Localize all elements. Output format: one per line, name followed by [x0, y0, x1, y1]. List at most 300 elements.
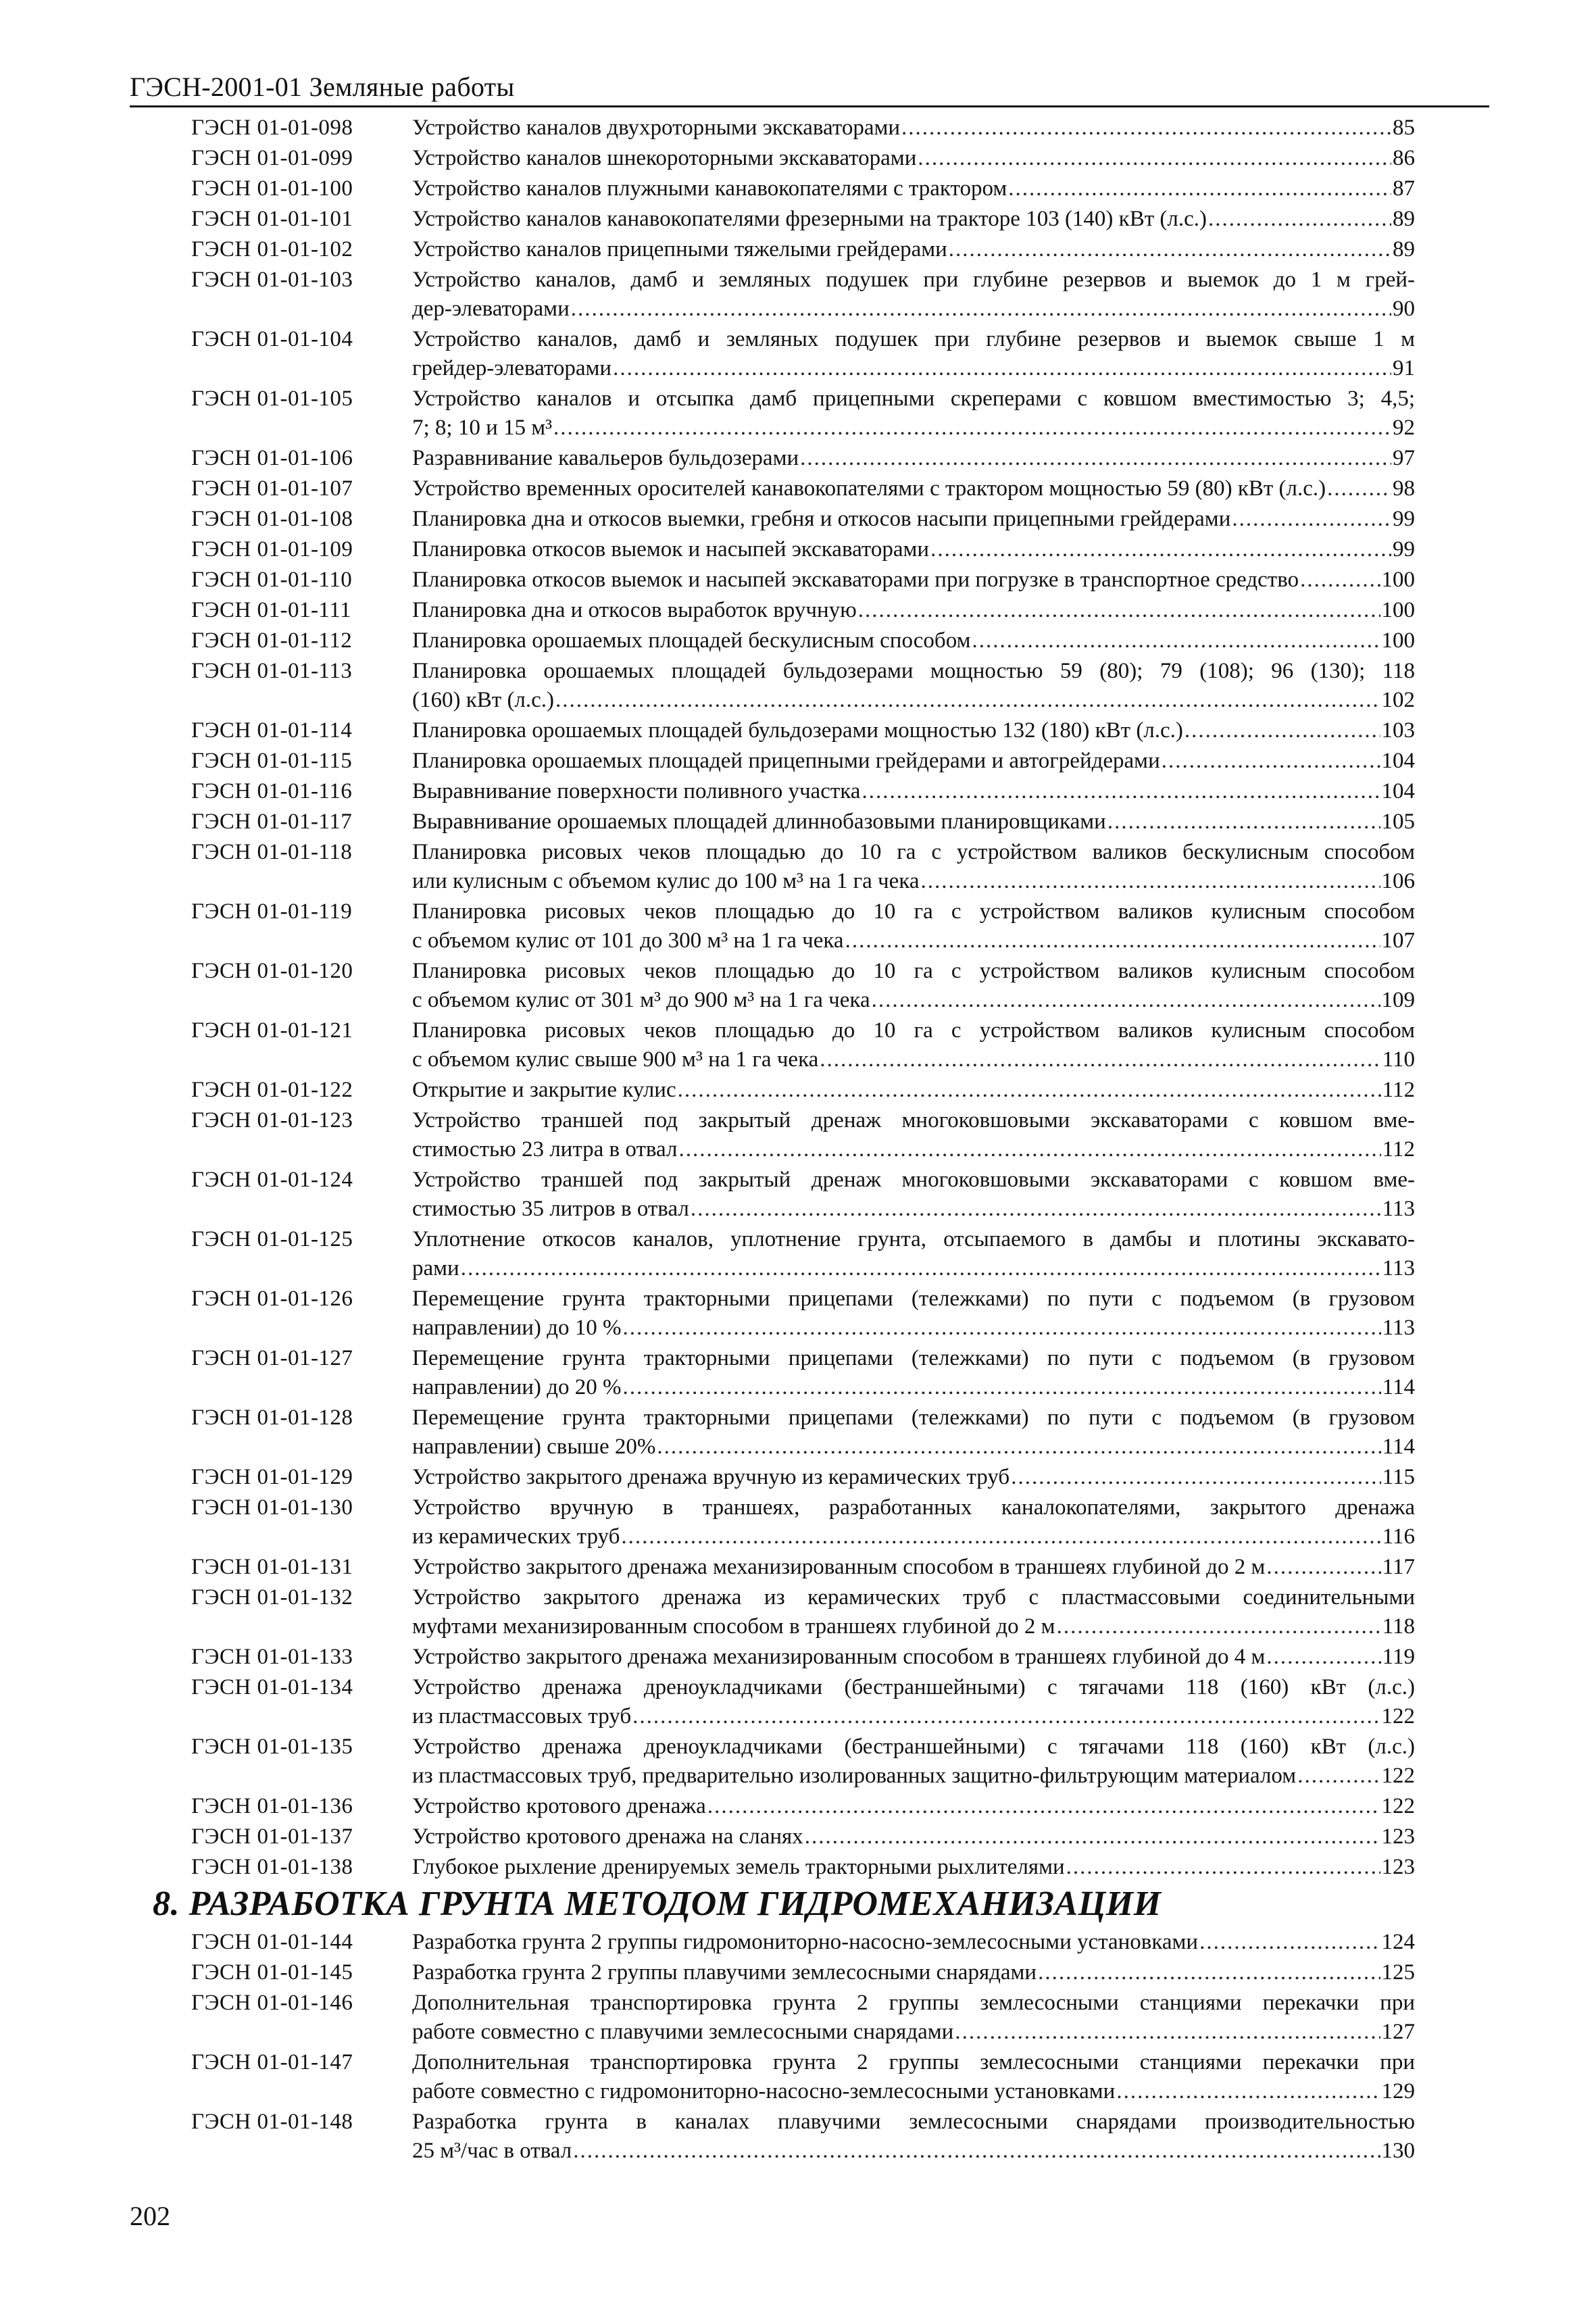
dot-leader: [678, 1076, 1381, 1105]
entry-body: [412, 1583, 1415, 1641]
entry-last-line: [412, 1314, 1415, 1343]
entry-body: [412, 1792, 1415, 1821]
toc-entry[interactable]: [0, 325, 1596, 383]
entry-last-line: [412, 1643, 1415, 1672]
entry-page-number: 114: [1382, 1435, 1415, 1459]
entry-body: [412, 144, 1415, 173]
entry-title-line: Планировка рисовых чеков площадью до 10 га с устройством валиков бескулисным способом: [412, 840, 1415, 864]
entry-body: [412, 626, 1415, 655]
entry-body: [412, 535, 1415, 564]
entry-page-number: 106: [1381, 869, 1415, 893]
entry-body: [412, 1822, 1415, 1851]
entry-title-tail: направлении) свыше 20%: [412, 1435, 656, 1459]
entry-body: [412, 716, 1415, 745]
entry-title-line: Планировка рисовых чеков площадью до 10 га с устройством валиков кулисным способом: [412, 899, 1415, 924]
toc-entry[interactable]: [0, 235, 1596, 264]
toc-entry[interactable]: [0, 384, 1596, 443]
entry-page-number: 110: [1382, 1047, 1415, 1072]
entry-page-number: 118: [1382, 1614, 1415, 1639]
dot-leader: [955, 2018, 1380, 2047]
entry-page-number: 99: [1393, 537, 1415, 562]
entry-code: ГЭСН 01-01-145: [191, 1960, 353, 1985]
dot-leader: [1208, 205, 1391, 234]
entry-title-tail: Планировка дна и откосов выемки, гребня и откосов насыпи прицепными грейдерами: [412, 507, 1231, 531]
entry-code: ГЭСН 01-01-111: [191, 598, 351, 622]
entry-body: [412, 2108, 1415, 2166]
toc-entry[interactable]: [0, 2108, 1596, 2166]
dot-leader: [920, 867, 1380, 896]
entry-title-tail: или кулисным с объемом кулис до 100 м³ на 1 га чека: [412, 869, 920, 893]
entry-last-line: [412, 2077, 1415, 2106]
entry-code: ГЭСН 01-01-121: [191, 1018, 353, 1043]
entry-title-line: Устройство закрытого дренажа из керамических труб с пластмассовыми соединительными: [412, 1585, 1415, 1610]
entry-last-line: [412, 114, 1415, 143]
dot-leader: [901, 114, 1391, 143]
dot-leader: [1038, 1958, 1380, 1987]
toc-entry[interactable]: [0, 596, 1596, 625]
dot-leader: [1184, 716, 1380, 745]
dot-leader: [1162, 747, 1380, 776]
entry-last-line: [412, 1822, 1415, 1851]
entry-page-number: 89: [1393, 207, 1415, 231]
dot-leader: [845, 926, 1380, 955]
entry-page-number: 99: [1393, 507, 1415, 531]
entry-code: ГЭСН 01-01-122: [191, 1078, 353, 1102]
entry-title-tail: Выравнивание орошаемых площадей длиннобазовыми планировщиками: [412, 810, 1106, 834]
entry-last-line: [412, 354, 1415, 383]
entry-last-line: [412, 1522, 1415, 1551]
dot-leader: [820, 1045, 1380, 1074]
entry-title-tail: Устройство кротового дренажа на сланях: [412, 1824, 803, 1849]
entry-body: [412, 266, 1415, 324]
dot-leader: [461, 1254, 1381, 1283]
entry-code: ГЭСН 01-01-119: [191, 899, 353, 924]
entry-title-tail: Устройство закрытого дренажа механизированным способом в траншеях глубиной до 2 м: [412, 1555, 1266, 1579]
entry-body: [412, 1673, 1415, 1731]
entry-title-tail: 7; 8; 10 и 15 м³: [412, 416, 553, 440]
entry-body: [412, 897, 1415, 955]
entry-title-tail: Планировка дна и откосов выработок вручную: [412, 598, 857, 622]
dot-leader: [1116, 2077, 1380, 2106]
entry-title-tail: Планировка орошаемых площадей прицепными грейдерами и автогрейдерами: [412, 749, 1160, 773]
entry-title-line: Уплотнение откосов каналов, уплотнение грунта, отсыпаемого в дамбы и плотины экскавато-: [412, 1227, 1415, 1251]
entry-page-number: 98: [1393, 476, 1415, 501]
entry-body: [412, 205, 1415, 234]
entry-title-tail: Планировка орошаемых площадей бескулисным способом: [412, 628, 971, 653]
entry-body: [412, 1344, 1415, 1402]
dot-leader: [1107, 807, 1380, 837]
entry-last-line: [412, 867, 1415, 896]
entry-code: ГЭСН 01-01-124: [191, 1168, 353, 1192]
dot-leader: [632, 1702, 1380, 1731]
entry-title-tail: (160) кВт (л.с.): [412, 688, 555, 712]
dot-leader: [1297, 1762, 1380, 1791]
entry-code: ГЭСН 01-01-102: [191, 237, 353, 262]
entry-code: ГЭСН 01-01-138: [191, 1855, 353, 1879]
entry-page-number: 104: [1381, 749, 1415, 773]
dot-leader: [1199, 1928, 1380, 1957]
entry-body: [412, 807, 1415, 837]
toc-entry[interactable]: [0, 897, 1596, 955]
entry-title-tail: Устройство каналов плужными канавокопателями с трактором: [412, 176, 1007, 201]
entry-page-number: 113: [1382, 1316, 1415, 1340]
entry-code: ГЭСН 01-01-105: [191, 387, 353, 411]
entry-page-number: 103: [1381, 718, 1415, 743]
page-number: 202: [130, 2201, 170, 2231]
toc-entry[interactable]: [0, 747, 1596, 776]
entry-last-line: [412, 566, 1415, 595]
entry-page-number: 124: [1381, 1930, 1415, 1954]
entry-last-line: [412, 777, 1415, 806]
entry-code: ГЭСН 01-01-101: [191, 207, 353, 231]
toc-entry[interactable]: [0, 474, 1596, 503]
entry-page-number: 130: [1381, 2139, 1415, 2163]
entry-title-line: Устройство дренажа дреноукладчиками (бестраншейными) с тягачами 118 (160) кВт (л.с.): [412, 1675, 1415, 1699]
dot-leader: [1327, 474, 1391, 503]
entry-last-line: [412, 686, 1415, 715]
dot-leader: [1008, 174, 1391, 203]
toc-entry[interactable]: [0, 566, 1596, 595]
entry-body: [412, 1928, 1415, 1957]
toc-entry[interactable]: [0, 1493, 1596, 1551]
entry-code: ГЭСН 01-01-098: [191, 116, 353, 140]
toc-entry[interactable]: [0, 1643, 1596, 1672]
entry-title-tail: Планировка откосов выемок и насыпей экскаваторами: [412, 537, 930, 562]
entry-last-line: [412, 174, 1415, 203]
entry-code: ГЭСН 01-01-128: [191, 1405, 353, 1430]
entry-code: ГЭСН 01-01-117: [191, 810, 353, 834]
toc-entry[interactable]: [0, 657, 1596, 715]
entry-title-tail: Выравнивание поверхности поливного участка: [412, 779, 861, 803]
entry-title-tail: Устройство каналов прицепными тяжелыми грейдерами: [412, 237, 947, 262]
entry-code: ГЭСН 01-01-133: [191, 1645, 353, 1669]
toc-entry[interactable]: [0, 1076, 1596, 1105]
entry-body: [412, 1958, 1415, 1987]
table-of-contents: [0, 114, 1596, 2167]
entry-title-tail: с объемом кулис свыше 900 м³ на 1 га чека: [412, 1047, 819, 1072]
entry-body: [412, 1463, 1415, 1492]
entry-title-tail: работе совместно с плавучими землесосными снарядами: [412, 2020, 954, 2044]
toc-entry[interactable]: [0, 1989, 1596, 2047]
entry-body: [412, 1643, 1415, 1672]
toc-entry[interactable]: [0, 144, 1596, 173]
entry-title-line: Разработка грунта в каналах плавучими землесосными снарядами производительностью: [412, 2110, 1415, 2134]
entry-last-line: [412, 474, 1415, 503]
entry-page-number: 112: [1382, 1078, 1415, 1102]
entry-code: ГЭСН 01-01-120: [191, 959, 353, 983]
entry-page-number: 116: [1382, 1524, 1415, 1549]
toc-entry[interactable]: [0, 1403, 1596, 1462]
entry-code: ГЭСН 01-01-099: [191, 146, 353, 170]
dot-leader: [872, 986, 1380, 1015]
entry-code: ГЭСН 01-01-104: [191, 327, 353, 351]
entry-page-number: 114: [1382, 1375, 1415, 1399]
toc-entry[interactable]: [0, 266, 1596, 324]
entry-last-line: [412, 1792, 1415, 1821]
toc-entry[interactable]: [0, 807, 1596, 837]
entry-body: [412, 1403, 1415, 1462]
entry-body: [412, 1553, 1415, 1582]
entry-title-line: Планировка орошаемых площадей бульдозерами мощностью 59 (80); 79 (108); 96 (130); 118: [412, 659, 1415, 683]
entry-code: ГЭСН 01-01-125: [191, 1227, 353, 1251]
entry-title-line: Устройство дренажа дреноукладчиками (бестраншейными) с тягачами 118 (160) кВт (л.с.): [412, 1735, 1415, 1759]
entry-code: ГЭСН 01-01-130: [191, 1495, 353, 1520]
entry-title-tail: дер-элеваторами: [412, 297, 570, 321]
entry-page-number: 90: [1393, 297, 1415, 321]
entry-body: [412, 596, 1415, 625]
entry-code: ГЭСН 01-01-146: [191, 1991, 353, 2015]
entry-title-line: Дополнительная транспортировка грунта 2 группы землесосными станциями перекачки при: [412, 1991, 1415, 2015]
toc-entry[interactable]: [0, 1344, 1596, 1402]
entry-last-line: [412, 807, 1415, 837]
entry-title-tail: из пластмассовых труб, предварительно изолированных защитно-фильтрующим материалом: [412, 1764, 1297, 1788]
entry-title-line: Перемещение грунта тракторными прицепами (тележками) по пути с подъемом (в грузовом: [412, 1287, 1415, 1311]
dot-leader: [555, 686, 1380, 715]
toc-entry[interactable]: [0, 1285, 1596, 1343]
entry-title-tail: направлении) до 10 %: [412, 1316, 622, 1340]
section-heading: 8. РАЗРАБОТКА ГРУНТА МЕТОДОМ ГИДРОМЕХАНИЗАЦИИ: [153, 1885, 1162, 1923]
dot-leader: [805, 1822, 1380, 1851]
dot-leader: [1266, 1553, 1380, 1582]
entry-code: ГЭСН 01-01-123: [191, 1108, 353, 1132]
entry-last-line: [412, 1076, 1415, 1105]
entry-page-number: 127: [1381, 2020, 1415, 2044]
entry-code: ГЭСН 01-01-118: [191, 840, 353, 864]
toc-entry[interactable]: [0, 2048, 1596, 2106]
toc-entry[interactable]: [0, 1463, 1596, 1492]
toc-entry[interactable]: [0, 1583, 1596, 1641]
toc-entry[interactable]: [0, 1928, 1596, 1957]
toc-entry[interactable]: [0, 838, 1596, 896]
entry-last-line: [412, 926, 1415, 955]
entry-title-tail: стимостью 23 литра в отвал: [412, 1137, 678, 1162]
entry-code: ГЭСН 01-01-113: [191, 659, 353, 683]
dot-leader: [657, 1433, 1380, 1462]
entry-page-number: 105: [1381, 810, 1415, 834]
entry-body: [412, 777, 1415, 806]
entry-body: [412, 838, 1415, 896]
toc-entry[interactable]: [0, 1166, 1596, 1224]
entry-title-line: Дополнительная транспортировка грунта 2 группы землесосными станциями перекачки при: [412, 2050, 1415, 2074]
toc-entry[interactable]: [0, 777, 1596, 806]
entry-page-number: 113: [1382, 1197, 1415, 1221]
entry-last-line: [412, 986, 1415, 1015]
entry-title-tail: Устройство закрытого дренажа вручную из керамических труб: [412, 1465, 1010, 1489]
entry-last-line: [412, 444, 1415, 473]
entry-body: [412, 505, 1415, 534]
entry-page-number: 85: [1393, 116, 1415, 140]
entry-code: ГЭСН 01-01-116: [191, 779, 353, 803]
toc-entry[interactable]: [0, 957, 1596, 1015]
entry-page-number: 100: [1381, 628, 1415, 653]
entry-code: ГЭСН 01-01-144: [191, 1930, 353, 1954]
entry-page-number: 122: [1381, 1704, 1415, 1728]
toc-entry[interactable]: [0, 1553, 1596, 1582]
entry-page-number: 102: [1381, 688, 1415, 712]
entry-title-line: Перемещение грунта тракторными прицепами (тележками) по пути с подъемом (в грузовом: [412, 1346, 1415, 1370]
dot-leader: [691, 1195, 1381, 1224]
entry-code: ГЭСН 01-01-129: [191, 1465, 353, 1489]
entry-page-number: 113: [1382, 1256, 1415, 1280]
dot-leader: [621, 1522, 1380, 1551]
entry-title-line: Планировка рисовых чеков площадью до 10 га с устройством валиков кулисным способом: [412, 959, 1415, 983]
dot-leader: [1011, 1463, 1381, 1492]
dot-leader: [862, 777, 1380, 806]
dot-leader: [613, 354, 1391, 383]
toc-entry[interactable]: [0, 174, 1596, 203]
entry-code: ГЭСН 01-01-115: [191, 749, 353, 773]
entry-title-line: Устройство каналов и отсыпка дамб прицепными скреперами с ковшом вместимостью 3; 4,5;: [412, 387, 1415, 411]
toc-entry[interactable]: [0, 1853, 1596, 1882]
entry-last-line: [412, 1853, 1415, 1882]
entry-page-number: 115: [1382, 1465, 1415, 1489]
entry-last-line: [412, 1553, 1415, 1582]
entry-page-number: 122: [1381, 1764, 1415, 1788]
entry-body: [412, 384, 1415, 443]
entry-title-line: Устройство каналов, дамб и земляных подушек при глубине резервов и выемок до 1 м грей-: [412, 268, 1415, 292]
entry-title-tail: Открытие и закрытие кулис: [412, 1078, 676, 1102]
entry-title-tail: Планировка откосов выемок и насыпей экскаваторами при погрузке в транспортное средство: [412, 568, 1299, 592]
entry-body: [412, 325, 1415, 383]
dot-leader: [1266, 1643, 1380, 1672]
toc-entry[interactable]: [0, 1733, 1596, 1791]
dot-leader: [622, 1373, 1380, 1402]
entry-title-tail: рами: [412, 1256, 459, 1280]
entry-last-line: [412, 1433, 1415, 1462]
entry-last-line: [412, 716, 1415, 745]
entry-title-tail: Устройство кротового дренажа: [412, 1794, 706, 1818]
entry-body: [412, 174, 1415, 203]
entry-last-line: [412, 414, 1415, 443]
entry-body: [412, 235, 1415, 264]
entry-code: ГЭСН 01-01-108: [191, 507, 353, 531]
dot-leader: [678, 1135, 1380, 1164]
toc-entry[interactable]: [0, 505, 1596, 534]
entry-code: ГЭСН 01-01-134: [191, 1675, 353, 1699]
entry-title-tail: Устройство каналов шнекороторными экскаваторами: [412, 146, 917, 170]
entry-title-tail: из керамических труб: [412, 1524, 620, 1549]
entry-last-line: [412, 535, 1415, 564]
entry-page-number: 119: [1382, 1645, 1415, 1669]
entry-title-line: Устройство вручную в траншеях, разработанных каналокопателями, закрытого дренажа: [412, 1495, 1415, 1520]
entry-title-tail: Устройство временных оросителей канавокопателями с трактором мощностью 59 (80) кВт (л.с.): [412, 476, 1326, 501]
toc-entry[interactable]: [0, 205, 1596, 234]
entry-page-number: 100: [1381, 598, 1415, 622]
entry-last-line: [412, 1254, 1415, 1283]
entry-page-number: 91: [1393, 356, 1415, 380]
entry-page-number: 97: [1393, 446, 1415, 470]
entry-page-number: 129: [1381, 2079, 1415, 2104]
dot-leader: [949, 235, 1391, 264]
dot-leader: [622, 1314, 1380, 1343]
entry-body: [412, 1166, 1415, 1224]
entry-title-line: Устройство траншей под закрытый дренаж многоковшовыми экскаваторами с ковшом вме-: [412, 1168, 1415, 1192]
entry-title-tail: с объемом кулис от 101 до 300 м³ на 1 га чека: [412, 928, 844, 953]
entry-page-number: 89: [1393, 237, 1415, 262]
entry-code: ГЭСН 01-01-106: [191, 446, 353, 470]
dot-leader: [930, 535, 1391, 564]
toc-entry[interactable]: [0, 626, 1596, 655]
entry-body: [412, 2048, 1415, 2106]
dot-leader: [858, 596, 1380, 625]
entry-last-line: [412, 295, 1415, 324]
entry-title-tail: работе совместно с гидромониторно-насосно-землесосными установками: [412, 2079, 1116, 2104]
toc-entry[interactable]: [0, 1822, 1596, 1851]
entry-code: ГЭСН 01-01-114: [191, 718, 353, 743]
entry-title-tail: Устройство каналов канавокопателями фрезерными на тракторе 103 (140) кВт (л.с.): [412, 207, 1207, 231]
entry-code: ГЭСН 01-01-131: [191, 1555, 353, 1579]
entry-code: ГЭСН 01-01-107: [191, 476, 353, 501]
dot-leader: [553, 414, 1391, 443]
entry-page-number: 123: [1381, 1855, 1415, 1879]
entry-last-line: [412, 205, 1415, 234]
entry-code: ГЭСН 01-01-136: [191, 1794, 353, 1818]
entry-title-tail: из пластмассовых труб: [412, 1704, 632, 1728]
entry-code: ГЭСН 01-01-147: [191, 2050, 353, 2074]
entry-code: ГЭСН 01-01-135: [191, 1735, 353, 1759]
toc-entry[interactable]: [0, 1016, 1596, 1074]
toc-entry[interactable]: [0, 716, 1596, 745]
entry-page-number: 104: [1381, 779, 1415, 803]
entry-body: [412, 1853, 1415, 1882]
entry-last-line: [412, 1135, 1415, 1164]
entry-page-number: 122: [1381, 1794, 1415, 1818]
toc-entry[interactable]: [0, 1792, 1596, 1821]
header-rule: [130, 105, 1489, 107]
entry-page-number: 112: [1382, 1137, 1415, 1162]
entry-code: ГЭСН 01-01-126: [191, 1287, 353, 1311]
entry-code: ГЭСН 01-01-109: [191, 537, 353, 562]
toc-entry[interactable]: [0, 1225, 1596, 1283]
entry-body: [412, 1106, 1415, 1164]
dot-leader: [571, 295, 1391, 324]
entry-body: [412, 1989, 1415, 2047]
entry-title-tail: Разработка грунта 2 группы плавучими землесосными снарядами: [412, 1960, 1037, 1985]
toc-entry[interactable]: [0, 1106, 1596, 1164]
entry-body: [412, 747, 1415, 776]
entry-last-line: [412, 626, 1415, 655]
entry-title-tail: Разравнивание кавальеров бульдозерами: [412, 446, 799, 470]
entry-body: [412, 1493, 1415, 1551]
entry-page-number: 87: [1393, 176, 1415, 201]
entry-title-tail: направлении) до 20 %: [412, 1375, 622, 1399]
entry-code: ГЭСН 01-01-137: [191, 1824, 353, 1849]
toc-entry[interactable]: [0, 1958, 1596, 1987]
toc-entry[interactable]: [0, 114, 1596, 143]
entry-last-line: [412, 1045, 1415, 1074]
entry-title-tail: стимостью 35 литров в отвал: [412, 1197, 689, 1221]
entry-last-line: [412, 144, 1415, 173]
entry-code: ГЭСН 01-01-110: [191, 568, 353, 592]
entry-body: [412, 444, 1415, 473]
dot-leader: [1057, 1612, 1381, 1641]
toc-entry[interactable]: [0, 1673, 1596, 1731]
entry-code: ГЭСН 01-01-148: [191, 2110, 353, 2134]
entry-body: [412, 1733, 1415, 1791]
entry-page-number: 109: [1381, 988, 1415, 1012]
entry-title-tail: Планировка орошаемых площадей бульдозерами мощностью 132 (180) кВт (л.с.): [412, 718, 1183, 743]
entry-title-tail: Разработка грунта 2 группы гидромониторно-насосно-землесосными установками: [412, 1930, 1199, 1954]
entry-title-tail: Глубокое рыхление дренируемых земель тракторными рыхлителями: [412, 1855, 1065, 1879]
entry-body: [412, 114, 1415, 143]
entry-body: [412, 1016, 1415, 1074]
entry-page-number: 86: [1393, 146, 1415, 170]
toc-entry[interactable]: [0, 444, 1596, 473]
toc-entry[interactable]: [0, 535, 1596, 564]
entry-last-line: [412, 1195, 1415, 1224]
entry-body: [412, 957, 1415, 1015]
entry-title-tail: Устройство каналов двухроторными экскаваторами: [412, 116, 901, 140]
